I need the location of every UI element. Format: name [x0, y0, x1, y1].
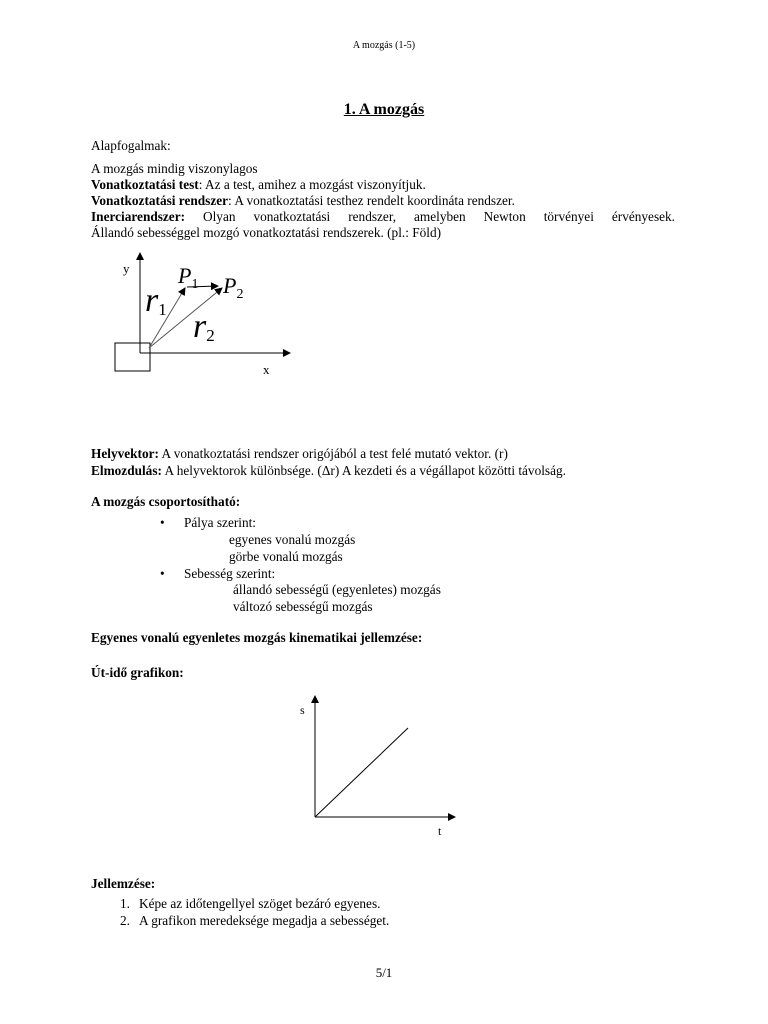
definition-position-vector [91, 446, 508, 462]
sub-item: változó sebességű mozgás [233, 599, 373, 614]
vector-r2-label: r2 [193, 308, 215, 345]
list-number: 1. [120, 896, 130, 911]
term: Vonatkoztatási rendszer [91, 193, 229, 208]
definition-reference-body [91, 177, 426, 193]
sub-item: görbe vonalú mozgás [229, 549, 343, 564]
term: Elmozdulás: [91, 463, 162, 478]
y-label: y [123, 261, 130, 276]
point-p2-label: $P_2$ [223, 273, 244, 302]
term: Vonatkoztatási test [91, 177, 199, 192]
sub-item: állandó sebességű (egyenletes) mozgás [233, 582, 441, 597]
x-label: x [263, 362, 270, 377]
sub-item: egyenes vonalú mozgás [229, 532, 356, 547]
definition-text: : A vonatkoztatási testhez rendelt koordináta rendszer. [228, 193, 515, 208]
section-heading-groups: A mozgás csoportosítható: [91, 494, 241, 509]
position-vector-diagram [100, 245, 310, 385]
definition-text: A vonatkoztatási rendszer origójából a test felé mutató vektor. (r) [158, 446, 508, 461]
definition-reference-system [91, 193, 515, 209]
page-title: 1. A mozgás [343, 101, 425, 118]
section-heading-kinematics: Egyenes vonalú egyenletes mozgás kinematikai jellemzése: [91, 630, 423, 645]
section-heading-features: Jellemzése: [91, 876, 156, 891]
section-heading-graph: Út-idő grafikon: [91, 665, 184, 680]
y-axis-label: s [300, 703, 305, 717]
bullet: • [160, 566, 165, 581]
bullet-path: Pálya szerint: [184, 515, 257, 530]
x-axis-label: t [438, 824, 442, 838]
definition-text: A helyvektorok különbsége. (Δr) A kezdeti és a végállapot közötti távolság. [161, 463, 566, 478]
definition-text: : Az a test, amihez a mozgást viszonyítjuk. [198, 177, 426, 192]
definition-text: Olyan vonatkoztatási rendszer, amelyben Newton törvényei érvényesek. [185, 209, 675, 224]
list-item: Képe az időtengellyel szöget bezáró egyenes. [139, 896, 381, 911]
definition-inertial-system-cont: Állandó sebességgel mozgó vonatkoztatási rendszerek. (pl.: Föld) [91, 225, 442, 240]
page-number: 5/1 [375, 965, 393, 980]
bullet-speed: Sebesség szerint: [184, 566, 276, 581]
definition-inertial-system [91, 209, 675, 225]
page-header: A mozgás (1-5) [352, 40, 416, 51]
distance-time-chart [290, 690, 460, 840]
term: Helyvektor: [91, 446, 159, 461]
intro-line: A mozgás mindig viszonylagos [91, 161, 258, 176]
vector-r1-label: r1 [145, 282, 167, 319]
bullet: • [160, 515, 165, 530]
reference-body-box [115, 343, 150, 371]
list-item: A grafikon meredeksége megadja a sebességet. [139, 913, 390, 928]
list-number: 2. [120, 913, 130, 928]
series-line [315, 728, 408, 817]
intro-label: Alapfogalmak: [91, 138, 171, 153]
term: Inerciarendszer: [91, 209, 186, 224]
definition-displacement [91, 463, 566, 479]
point-p1-label: $P_1$ [178, 263, 199, 292]
